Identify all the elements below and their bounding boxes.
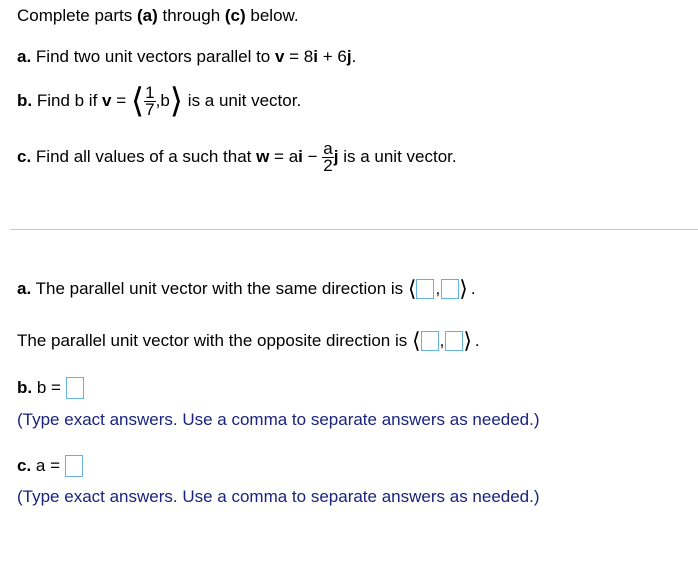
instructions-part-c: (c) xyxy=(224,6,246,25)
b-value-input[interactable] xyxy=(66,377,84,399)
divider xyxy=(10,229,698,230)
part-a-expr: = 8 xyxy=(284,47,314,66)
answer-b-hint: (Type exact answers. Use a comma to separate answers as needed.) xyxy=(17,410,540,429)
part-a-vector-v: v xyxy=(274,47,285,66)
part-b-end: is a unit vector. xyxy=(183,91,302,110)
opposite-direction-x-input[interactable] xyxy=(421,331,439,351)
instructions-text: Complete parts xyxy=(17,6,137,25)
vector-comma: , xyxy=(439,331,445,350)
part-b-vector-v: v xyxy=(102,91,112,110)
vector-answer-opposite xyxy=(412,330,472,352)
answer-b-label: b. xyxy=(17,378,33,397)
opposite-direction-y-input[interactable] xyxy=(445,331,463,351)
part-a-label: a. xyxy=(17,47,32,66)
answer-c-var: a = xyxy=(31,456,65,475)
a-value-input[interactable] xyxy=(65,455,83,477)
vector-comma: , xyxy=(435,279,441,298)
answer-c-label: c. xyxy=(17,456,32,475)
answer-a-label: a. xyxy=(17,279,32,298)
part-c-minus: − xyxy=(302,147,323,166)
fraction-a-2 xyxy=(322,138,333,175)
part-b-eq: = xyxy=(111,91,131,110)
answer-c xyxy=(17,455,83,477)
answer-a-same-text: The parallel unit vector with the same direction is xyxy=(31,279,408,298)
fraction-denominator: 2 xyxy=(323,155,333,175)
right-angle-bracket: ⟩ xyxy=(169,82,184,120)
fraction-numerator: 1 xyxy=(145,82,155,102)
question-part-a xyxy=(17,47,356,67)
part-a-end: . xyxy=(351,47,357,66)
part-c-vector-w: w xyxy=(256,147,270,166)
left-angle-bracket: ⟨ xyxy=(411,328,421,353)
part-c-eq: = a xyxy=(269,147,299,166)
answer-b-var: b = xyxy=(32,378,66,397)
part-c-j: j xyxy=(333,147,339,166)
part-c-text: Find all values of a such that xyxy=(31,147,257,166)
instructions-part-a: (a) xyxy=(137,6,158,25)
instructions-text-mid: through xyxy=(157,6,225,25)
fraction-numerator: a xyxy=(323,138,333,158)
vector-answer-same xyxy=(408,278,468,300)
question-part-c xyxy=(17,135,457,179)
part-a-plus: + 6 xyxy=(318,47,347,66)
answer-a-same-direction xyxy=(17,278,476,300)
answer-c-hint: (Type exact answers. Use a comma to separate answers as needed.) xyxy=(17,487,540,506)
part-b-text: Find b if xyxy=(32,91,103,110)
question-part-b xyxy=(17,76,301,126)
answer-b xyxy=(17,377,84,399)
part-c-end: is a unit vector. xyxy=(338,147,457,166)
answer-period: . xyxy=(474,331,480,350)
fraction-denominator: 7 xyxy=(145,99,155,119)
same-direction-y-input[interactable] xyxy=(441,279,459,299)
part-c-label: c. xyxy=(17,147,32,166)
part-a-text: Find two unit vectors parallel to xyxy=(31,47,275,66)
part-c-i: i xyxy=(298,147,303,166)
part-a-j: j xyxy=(346,47,352,66)
fraction-1-7 xyxy=(144,82,155,119)
instructions xyxy=(17,6,299,26)
part-a-i: i xyxy=(313,47,319,66)
part-b-rest: ,b xyxy=(155,91,170,110)
part-b-label: b. xyxy=(17,91,33,110)
left-angle-bracket: ⟨ xyxy=(407,276,417,301)
answer-period: . xyxy=(470,279,476,298)
same-direction-x-input[interactable] xyxy=(416,279,434,299)
left-angle-bracket: ⟨ xyxy=(130,82,145,120)
instructions-text-end: below. xyxy=(245,6,299,25)
answer-a-opposite-direction xyxy=(17,330,480,352)
right-angle-bracket: ⟩ xyxy=(459,276,468,301)
answer-a-opposite-text: The parallel unit vector with the opposite direction is xyxy=(17,331,412,350)
right-angle-bracket: ⟩ xyxy=(463,328,472,353)
